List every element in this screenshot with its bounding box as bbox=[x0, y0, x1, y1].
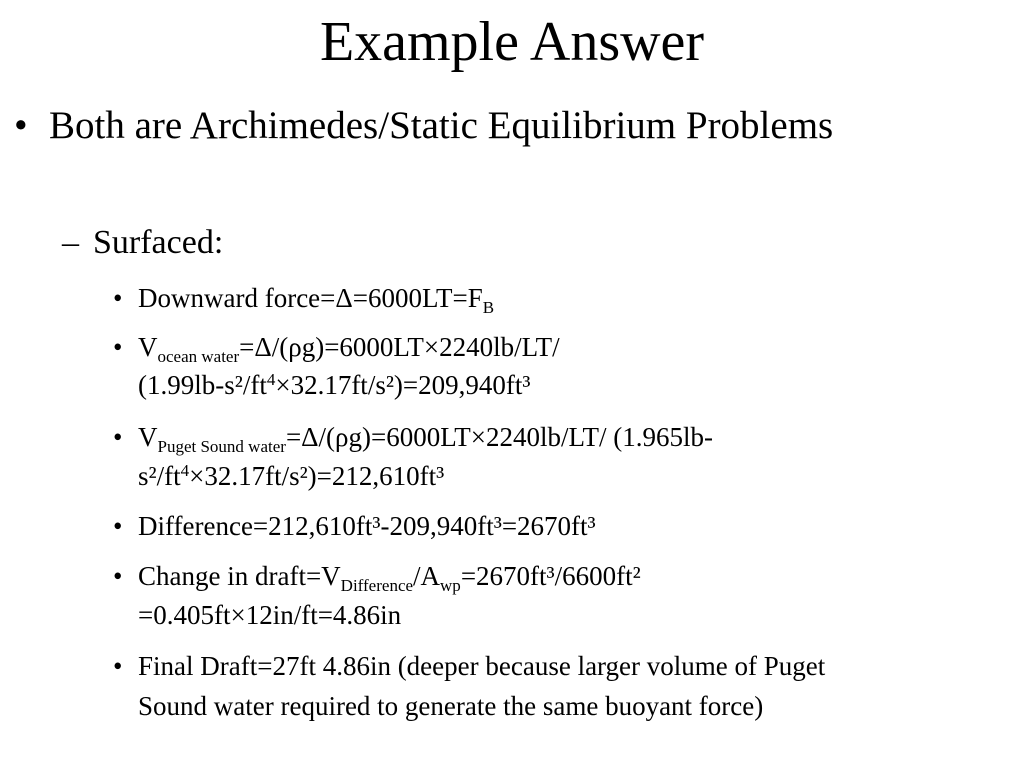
v-ocean-subscript: ocean water bbox=[157, 347, 240, 366]
v-puget-line2 bbox=[138, 456, 444, 496]
bullet-marker: • bbox=[113, 511, 123, 541]
change-in-draft-line1 bbox=[138, 556, 641, 596]
v-ocean-equation: =Δ/(ρg)=6000LT×2240lb/LT/ bbox=[239, 332, 560, 362]
bullet-archimedes bbox=[14, 101, 833, 151]
final-draft-line1: Final Draft=27ft 4.86in (deeper because larger volume of Puget bbox=[138, 651, 826, 681]
subbullet-surfaced-text: Surfaced: bbox=[93, 224, 224, 261]
final-draft-line2: Sound water required to generate the same buoyant force) bbox=[138, 691, 764, 721]
v-puget-exponent: 4 bbox=[180, 461, 190, 480]
bullet-marker: • bbox=[113, 283, 123, 313]
v-puget-equation: =Δ/(ρg)=6000LT×2240lb/LT/ (1.965lb- bbox=[285, 422, 713, 452]
v-ocean-prefix: V bbox=[138, 332, 158, 362]
subbullet-surfaced bbox=[62, 221, 223, 265]
downward-force-subscript: B bbox=[482, 298, 495, 317]
v-puget-line2-a: s²/ft bbox=[138, 461, 181, 491]
v-puget-prefix: V bbox=[138, 422, 158, 452]
change-in-draft-sub-difference: Difference bbox=[340, 576, 414, 595]
bullet-archimedes-text: Both are Archimedes/Static Equilibrium Problems bbox=[49, 104, 834, 147]
v-puget-subscript: Puget Sound water bbox=[157, 437, 286, 456]
slide-title: Example Answer bbox=[319, 11, 705, 73]
change-in-draft-a: Change in draft=V bbox=[138, 561, 341, 591]
bullet-marker: • bbox=[113, 332, 123, 362]
item-downward-force-text bbox=[138, 278, 494, 318]
v-ocean-line2 bbox=[138, 365, 530, 405]
change-in-draft-sub-wp: wp bbox=[440, 576, 461, 595]
v-ocean-exponent: 4 bbox=[266, 370, 276, 389]
v-ocean-line1 bbox=[138, 327, 560, 367]
v-ocean-line2-b: ×32.17ft/s²)=209,940ft³ bbox=[275, 370, 531, 400]
bullet-marker: • bbox=[113, 561, 123, 591]
v-puget-line1 bbox=[138, 417, 713, 457]
change-in-draft-b: /A bbox=[413, 561, 441, 591]
change-in-draft-c: =2670ft³/6600ft² bbox=[460, 561, 641, 591]
downward-force-equation: Downward force=Δ=6000LT=F bbox=[138, 283, 483, 313]
item-difference-text: Difference=212,610ft³-209,940ft³=2670ft³ bbox=[138, 511, 596, 541]
bullet-marker: • bbox=[113, 651, 123, 681]
v-ocean-line2-a: (1.99lb-s²/ft bbox=[138, 370, 267, 400]
v-puget-line2-b: ×32.17ft/s²)=212,610ft³ bbox=[189, 461, 445, 491]
dash-marker: – bbox=[62, 224, 79, 261]
bullet-marker: • bbox=[113, 422, 123, 452]
bullet-marker: • bbox=[14, 104, 28, 147]
change-in-draft-line2: =0.405ft×12in/ft=4.86in bbox=[138, 600, 402, 630]
